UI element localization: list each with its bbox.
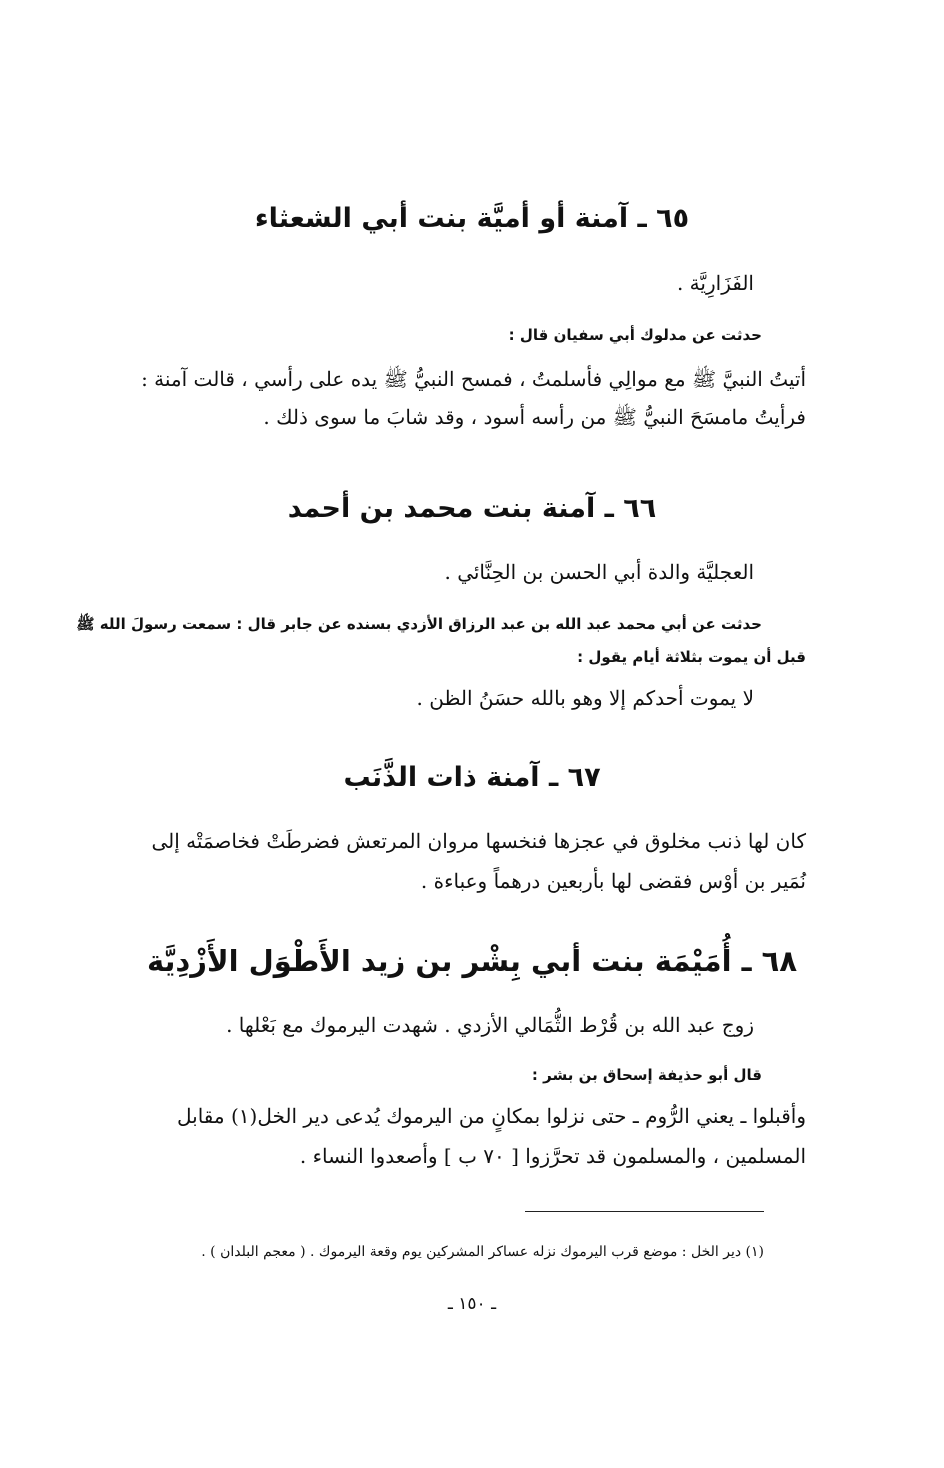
entry-67-text-line1: كان لها ذنب مخلوق في عجزها فنخسها مروان المرتعش فضرطَتْ فخاصمَتْه إلى (151, 829, 806, 853)
entry-66-subtitle: العجليَّة والدة أبي الحسن بن الحِنَّائي . (444, 560, 754, 584)
entry-65-intro: حدثت عن مدلوك أبي سفيان قال : (508, 326, 762, 344)
entry-68-intro: قال أبو حذيفة إسحاق بن بشر : (531, 1066, 762, 1084)
entry-66-text: لا يموت أحدكم إلا وهو بالله حسَنُ الظن . (416, 686, 754, 710)
entry-66-intro-line1: حدثت عن أبي محمد عبد الله بن عبد الرزاق الأزدي بسنده عن جابر قال : سمعت رسولَ الله ﷺ (76, 615, 762, 633)
entry-65-text-line1: أتيتُ النبيَّ ﷺ مع موالِي فأسلمتُ ، فمسح النبيُّ ﷺ يده على رأسي ، قالت آمنة : (141, 367, 806, 391)
entry-68-title: ٦٨ ـ أُمَيْمَة بنت أبي بِشْر بن زيد الأَطْوَل الأَزْدِيَّة (146, 944, 798, 978)
entry-67-title: ٦٧ ـ آمنة ذات الذَّنَب (343, 762, 601, 793)
entry-68-subtitle: زوج عبد الله بن قُرْط الثُّمَالي الأزدي . شهدت اليرموك مع بَعْلها . (226, 1013, 754, 1037)
entry-65-subtitle: الفَزَارِيَّة . (676, 271, 754, 295)
page-number: ـ ١٥٠ ـ (447, 1294, 497, 1314)
entry-65-text-line2: فرأيتُ مامسَحَ النبيُّ ﷺ من رأسه أسود ، وقد شابَ ما سوى ذلك . (263, 405, 806, 429)
entry-65-title: ٦٥ ـ آمنة أو أميَّة بنت أبي الشعثاء (254, 203, 690, 234)
footnote: (١) دير الخل : موضع قرب اليرموك نزله عساكر المشركين يوم وقعة اليرموك . ( معجم البلدان ) . (201, 1244, 764, 1260)
entry-68-text-line2: المسلمين ، والمسلمون قد تحرَّزوا [ ٧٠ ب ] وأصعدوا النساء . (299, 1144, 806, 1168)
entry-67-text-line2: نُمَير بن أوْس فقضى لها بأربعين درهماً وعباءة . (420, 869, 806, 893)
entry-66-title: ٦٦ ـ آمنة بنت محمد بن أحمد (287, 493, 657, 524)
entry-68-text-line1: وأقبلوا ـ يعني الرُّوم ـ حتى نزلوا بمكانٍ من اليرموك يُدعى دير الخل(١) مقابل (176, 1104, 806, 1128)
entry-66-intro-line2: قبل أن يموت بثلاثة أيام يقول : (577, 648, 806, 666)
footnote-divider (525, 1211, 764, 1212)
